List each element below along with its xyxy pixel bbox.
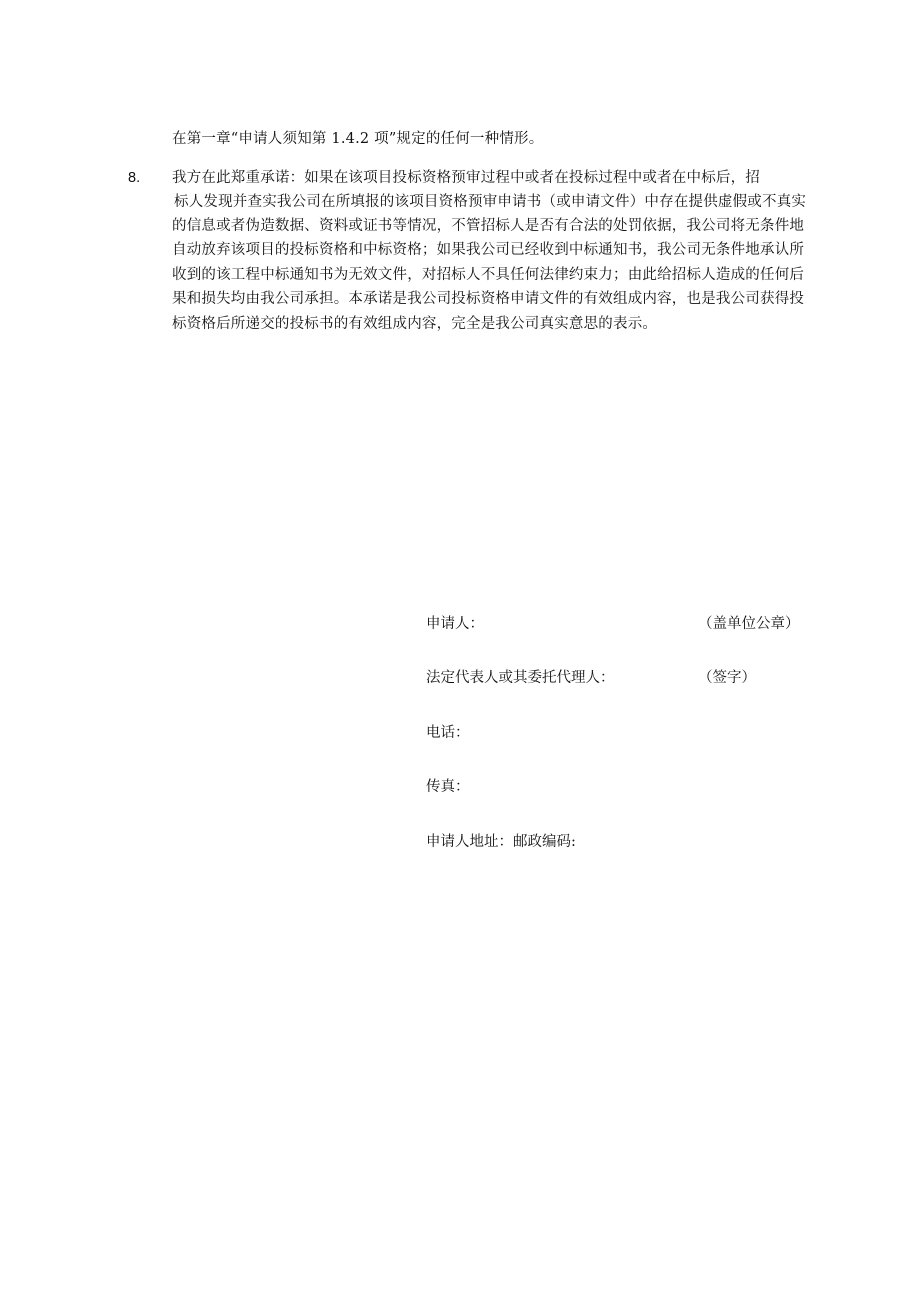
representative-label: 法定代表人或其委托代理人： [426,670,615,686]
applicant-seal-note: （盖单位公章） [698,616,800,632]
applicant-label: 申请人： [426,616,484,632]
representative-sign-note: （签字） [698,670,756,686]
continued-clause-line: 在第一章“申请人须知第 1.4.2 项”规定的任何一种情形。 [172,131,544,147]
fax-label: 传真： [426,779,470,795]
paragraph-line: 果和损失均由我公司承担。本承诺是我公司投标资格申请文件的有效组成内容，也是我公司获得投 [172,291,805,307]
paragraph-line: 收到的该工程中标通知书为无效文件，对招标人不具任何法律约束力；由此给招标人造成的任何后 [172,267,805,283]
paragraph-line: 标资格后所递交的投标书的有效组成内容，完全是我公司真实意思的表示。 [172,316,658,332]
address-postcode-label: 申请人地址：邮政编码: [426,834,576,850]
paragraph-line: 的信息或者伪造数据、资料或证书等情况，不管招标人是否有合法的处罚依据，我公司将无条件地 [172,218,805,234]
paragraph-line: 标人发现并查实我公司在所填报的该项目资格预审申请书（或申请文件）中存在提供虚假或不真实 [174,194,807,210]
paragraph-line: 自动放弃该项目的投标资格和中标资格；如果我公司已经收到中标通知书，我公司无条件地承认所 [172,242,805,258]
item-number: 8. [128,170,141,186]
paragraph-line: 我方在此郑重承诺：如果在该项目投标资格预审过程中或者在投标过程中或者在中标后，招 [172,170,760,186]
phone-label: 电话： [426,725,470,741]
